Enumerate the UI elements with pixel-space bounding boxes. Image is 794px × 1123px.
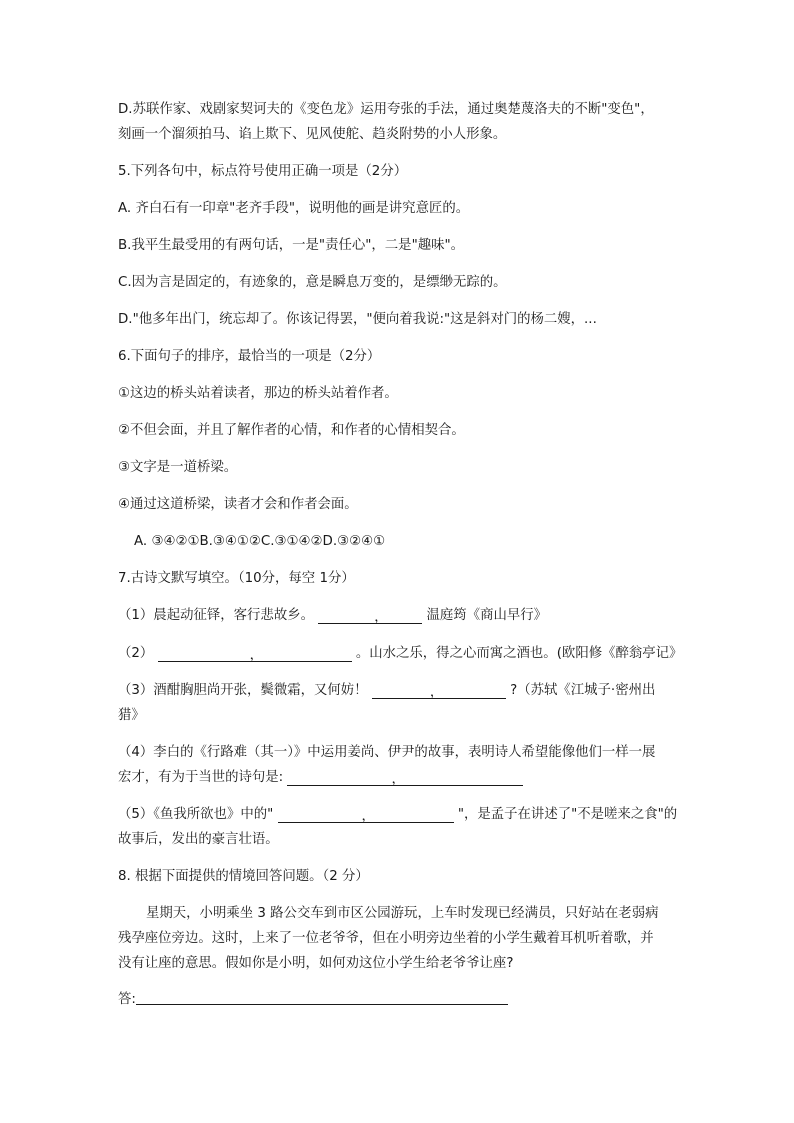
item-text: "，是孟子在讲述了"不是嗟来之食"的: [457, 807, 678, 822]
answer-row: [118, 990, 508, 1009]
item-source: ?（苏轼《江城子·密州出: [510, 683, 656, 698]
item-3: [118, 682, 655, 700]
question-stem: 6.下面句子的排序，最恰当的一项是（2分）: [118, 349, 381, 364]
passage-line: 星期天，小明乘坐 3 路公交车到市区公园游玩，上车时发现已经满员，只好站在老弱病: [146, 906, 659, 921]
text-line: 故事后，发出的豪言壮语。: [118, 832, 279, 847]
item-text: （1）晨起动征铎，客行悲故乡。: [118, 608, 314, 623]
fill-blank[interactable]: [287, 771, 523, 786]
option-c: C.因为言是固定的，有迹象的，意是瞬息万变的，是缥缈无踪的。: [118, 275, 507, 290]
item-4-line-2: [118, 769, 523, 787]
question-stem: 7.古诗文默写填空。（10分，每空 1分）: [118, 571, 355, 586]
item-1: [118, 607, 547, 625]
fill-blank[interactable]: [318, 609, 422, 624]
text-line: 刻画一个溜须拍马、谄上欺下、见风使舵、趋炎附势的小人形象。: [118, 127, 507, 142]
blank-comma: ，: [249, 648, 263, 663]
sentence-2: ②不但会面，并且了解作者的心情，和作者的心情相契合。: [118, 423, 465, 438]
blank-comma: ，: [391, 772, 405, 787]
fill-blank[interactable]: [278, 808, 454, 823]
sentence-1: ①这边的桥头站着读者，那边的桥头站着作者。: [118, 386, 398, 401]
fill-blank[interactable]: [158, 647, 352, 662]
answer-line[interactable]: [136, 990, 508, 1005]
option-a: A. 齐白石有一印章"老齐手段"，说明他的画是讲究意匠的。: [118, 201, 470, 216]
sentence-3: ③文字是一道桥梁。: [118, 460, 238, 475]
passage-line: 残孕座位旁边。这时，上来了一位老爷爷，但在小明旁边坐着的小学生戴着耳机听着歌，并: [118, 931, 654, 946]
item-text: 宏才，有为于当世的诗句是:: [118, 770, 284, 785]
item-text: （3）酒酣胸胆尚开张，鬓微霜，又何妨！: [118, 683, 368, 698]
passage-line: 没有让座的意思。假如你是小明，如何劝这位小学生给老爷爷让座?: [118, 956, 514, 971]
item-text: （2）: [118, 646, 154, 661]
item-source: 。山水之乐，得之心而寓之酒也。(欧阳修《醉翁亭记》: [355, 646, 683, 661]
item-5: [118, 806, 677, 824]
blank-comma: ，: [429, 685, 444, 700]
text-line: D.苏联作家、戏剧家契诃夫的《变色龙》运用夸张的手法，通过奥楚蔑洛夫的不断"变色"，: [118, 102, 654, 117]
question-stem: 8. 根据下面提供的情境回答问题。（2 分）: [118, 869, 369, 884]
item-2: [118, 645, 682, 663]
fill-blank[interactable]: [372, 684, 506, 699]
option-b: B.我平生最受用的有两句话，一是"责任心"，二是"趣味"。: [118, 238, 465, 253]
blank-comma: ，: [361, 809, 375, 824]
option-d: D."他多年出门，统忘却了。你该记得罢，"便向着我说:"这是斜对门的杨二嫂，...: [118, 312, 597, 327]
text-line: 猎》: [118, 708, 145, 723]
answer-label: 答:: [118, 992, 136, 1007]
question-stem: 5.下列各句中，标点符号使用正确一项是（2分）: [118, 164, 408, 179]
answer-choices: A. ③④②①B.③④①②C.③①④②D.③②④①: [134, 534, 386, 549]
item-source: 温庭筠《商山早行》: [426, 608, 548, 623]
blank-comma: ，: [374, 610, 388, 625]
item-text: （5）《鱼我所欲也》中的": [118, 807, 274, 822]
sentence-4: ④通过这道桥梁，读者才会和作者会面。: [118, 497, 358, 512]
item-4: （4）李白的《行路难（其一）》中运用姜尚、伊尹的故事，表明诗人希望能像他们一样一展: [118, 745, 656, 760]
